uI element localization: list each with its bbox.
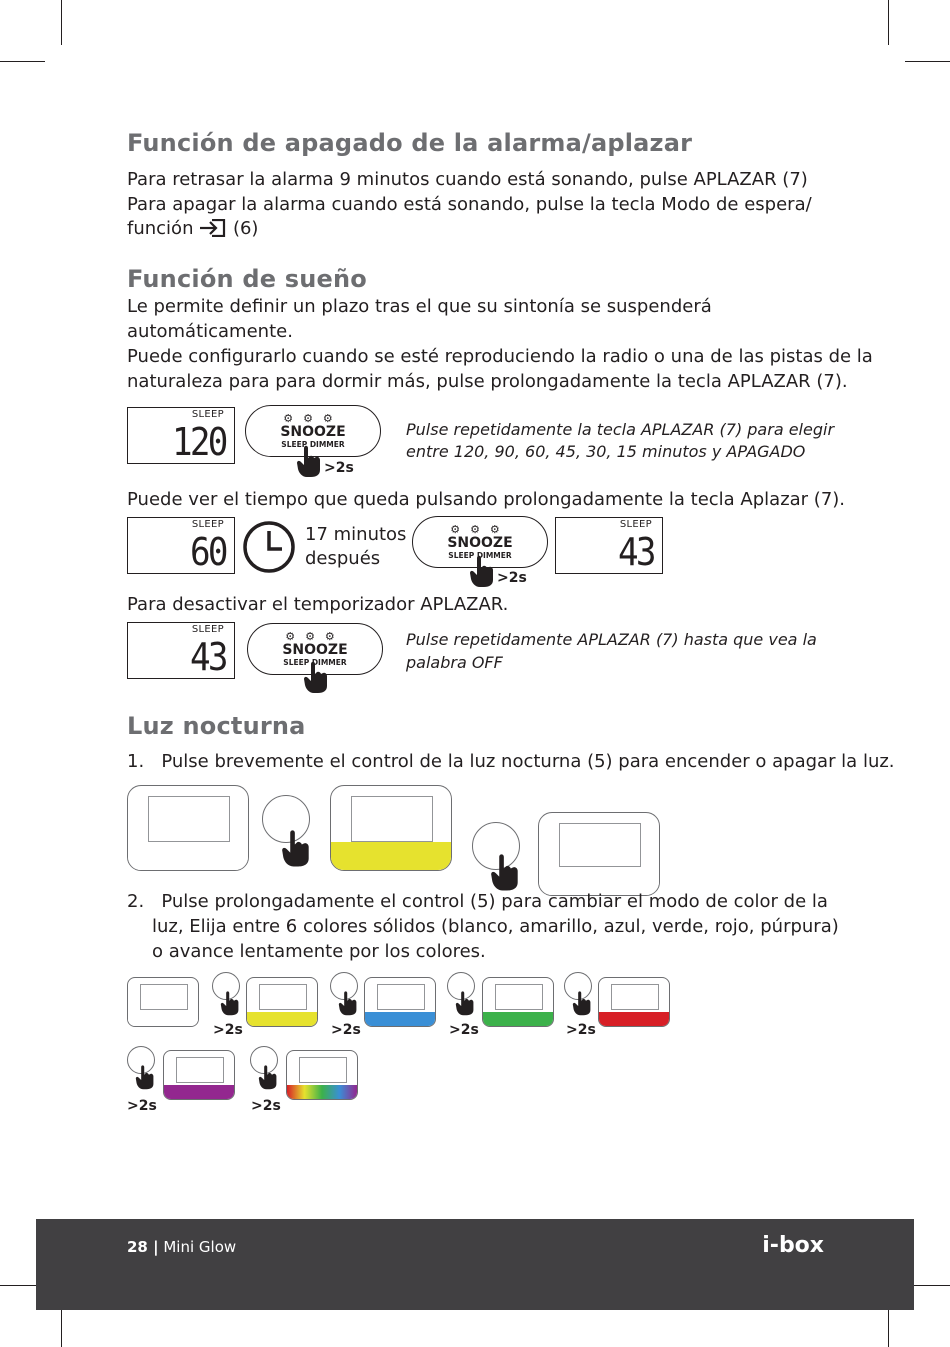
clock-base-red	[599, 1012, 669, 1026]
brand-logo: i-box	[762, 1233, 824, 1258]
step1-number: 1.	[127, 751, 145, 772]
clock-screen	[559, 823, 641, 867]
hold-duration-label: >2s	[331, 1022, 361, 1038]
clock-base-yellow	[331, 842, 451, 870]
sleep-text-line3: Puede configurarlo cuando se esté reproduciendo la radio o una de las pistas de la	[127, 346, 873, 367]
elapsed-line2: después	[305, 548, 381, 569]
clock-light-yellow	[246, 977, 318, 1027]
alarm-text-line2: Para apagar la alarma cuando está sonando, pulse la tecla Modo de espera/	[127, 194, 812, 215]
hold-duration-label: >2s	[251, 1098, 281, 1114]
alarm-text-funcion: función	[127, 218, 194, 239]
step1	[127, 749, 895, 774]
sleep-text-line1: Le permite definir un plazo tras el que su sintonía se suspenderá	[127, 296, 712, 317]
footer-page	[127, 1238, 236, 1256]
hold-duration-label: >2s	[324, 460, 354, 476]
heading-sleep: Función de sueño	[127, 265, 367, 293]
row3-note-line1: Pulse repetidamente APLAZAR (7) hasta que vea la	[406, 630, 817, 649]
clock-base-blue	[365, 1012, 435, 1026]
clock-base-white	[128, 848, 248, 870]
crop-mark	[61, 0, 62, 45]
step2-text-line3: o avance lentamente por los colores.	[152, 941, 486, 962]
clock-screen	[495, 984, 543, 1010]
crop-mark	[905, 61, 950, 62]
deactivate-text: Para desactivar el temporizador APLAZAR.	[127, 594, 509, 615]
snooze-button-sublabel: SLEEP DIMMER	[448, 551, 512, 560]
clock-screen	[148, 796, 230, 842]
step2-text-line1: Pulse prolongadamente el control (5) para cambiar el modo de color de la	[161, 891, 828, 912]
clock-light-rainbow	[286, 1050, 358, 1100]
clock-light-yellow	[330, 785, 452, 871]
hand-press-icon	[490, 852, 520, 892]
hand-press-icon	[220, 990, 240, 1016]
heading-night-light: Luz nocturna	[127, 712, 306, 740]
elapsed-line1: 17 minutos	[305, 524, 407, 545]
clock-light-white	[127, 977, 199, 1027]
hand-press-icon	[455, 990, 475, 1016]
clock-light-blue	[364, 977, 436, 1027]
clock-base-rainbow	[287, 1085, 357, 1099]
hold-duration-label: >2s	[566, 1022, 596, 1038]
hold-duration-label: >2s	[449, 1022, 479, 1038]
crop-mark	[888, 0, 889, 45]
sleep-text-line2: automáticamente.	[127, 321, 293, 342]
heading-alarm: Función de apagado de la alarma/aplazar	[127, 129, 693, 157]
clock-screen	[611, 984, 659, 1010]
clock-base-yellow	[247, 1012, 317, 1026]
hand-press-icon	[469, 554, 495, 588]
page-number: 28 |	[127, 1238, 159, 1256]
sleep-display-43	[555, 517, 663, 574]
step2-line1	[127, 889, 828, 914]
product-name: Mini Glow	[163, 1238, 237, 1256]
hand-press-icon	[135, 1064, 155, 1090]
snooze-indicator-icons: ⚙⚙⚙	[283, 412, 343, 425]
sleep-display-label: SLEEP	[619, 519, 652, 530]
remaining-time-text: Puede ver el tiempo que queda pulsando prolongadamente la tecla Aplazar (7).	[127, 489, 846, 510]
hold-duration-label: >2s	[213, 1022, 243, 1038]
sleep-display-value: 43	[190, 635, 226, 679]
footer-bar	[36, 1219, 914, 1310]
snooze-button-label: SNOOZE	[282, 642, 348, 658]
clock-screen	[299, 1057, 347, 1083]
sleep-display-value: 60	[190, 530, 226, 574]
row1-note-line1: Pulse repetidamente la tecla APLAZAR (7) para elegir	[406, 420, 835, 439]
step2-number: 2.	[127, 891, 145, 912]
clock-light-red	[598, 977, 670, 1027]
standby-function-icon	[199, 219, 227, 237]
hand-press-icon	[303, 660, 329, 694]
snooze-indicator-icons: ⚙⚙⚙	[450, 523, 510, 536]
alarm-text-line3	[127, 216, 258, 241]
step2-text-line2: luz, Elija entre 6 colores sólidos (blanco, amarillo, azul, verde, rojo, púrpura)	[152, 916, 839, 937]
sleep-display-value: 120	[172, 420, 226, 464]
sleep-display-60	[127, 517, 235, 574]
clock-screen	[259, 984, 307, 1010]
snooze-button-label: SNOOZE	[447, 535, 513, 551]
sleep-display-label: SLEEP	[191, 624, 224, 635]
clock-light-off	[538, 812, 660, 896]
hand-press-icon	[338, 990, 358, 1016]
hand-press-icon	[281, 828, 311, 868]
hand-press-icon	[258, 1064, 278, 1090]
hold-duration-label: >2s	[497, 570, 527, 586]
snooze-button-sublabel: SLEEP DIMMER	[281, 440, 345, 449]
alarm-text-line1: Para retrasar la alarma 9 minutos cuando está sonando, pulse APLAZAR (7)	[127, 169, 808, 190]
clock-light-purple	[163, 1050, 235, 1100]
clock-icon	[241, 519, 297, 575]
clock-screen	[176, 1057, 224, 1083]
clock-base-white	[128, 1012, 198, 1026]
row1-note-line2: entre 120, 90, 60, 45, 30, 15 minutos y APAGADO	[406, 442, 806, 461]
hand-press-icon	[296, 444, 322, 478]
clock-screen	[351, 796, 433, 842]
clock-screen	[140, 984, 188, 1010]
sleep-display-value: 43	[618, 530, 654, 574]
sleep-display-120	[127, 407, 235, 464]
clock-screen	[377, 984, 425, 1010]
clock-base-purple	[164, 1085, 234, 1099]
step1-text: Pulse brevemente el control de la luz nocturna (5) para encender o apagar la luz.	[161, 751, 895, 772]
clock-base-green	[483, 1012, 553, 1026]
clock-light-green	[482, 977, 554, 1027]
row3-note-line2: palabra OFF	[406, 653, 503, 672]
sleep-text-line4: naturaleza para para dormir más, pulse prolongadamente la tecla APLAZAR (7).	[127, 371, 848, 392]
hand-press-icon	[572, 990, 592, 1016]
sleep-display-label: SLEEP	[191, 409, 224, 420]
sleep-display-43	[127, 622, 235, 679]
snooze-indicator-icons: ⚙⚙⚙	[285, 630, 345, 643]
alarm-text-key-number: (6)	[232, 218, 259, 239]
sleep-display-label: SLEEP	[191, 519, 224, 530]
snooze-button-label: SNOOZE	[280, 424, 346, 440]
snooze-button-sublabel: SLEEP DIMMER	[283, 658, 347, 667]
clock-light-off	[127, 785, 249, 871]
hold-duration-label: >2s	[127, 1098, 157, 1114]
crop-mark	[0, 61, 45, 62]
